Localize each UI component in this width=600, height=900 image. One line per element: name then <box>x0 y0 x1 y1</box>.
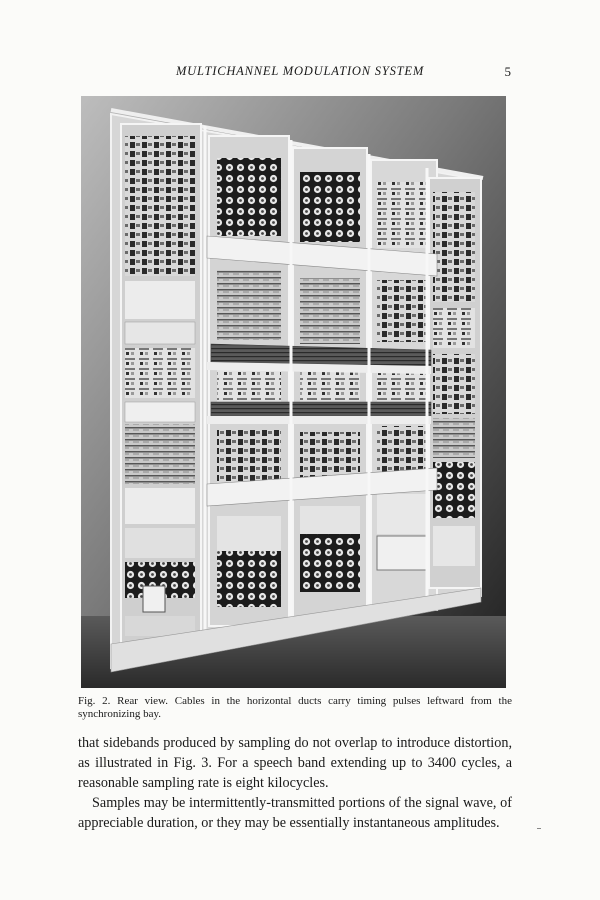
figure-photo-equipment-bays <box>81 96 506 688</box>
paragraph-2: Samples may be intermittently-transmitted portions of the signal wave, of appreciable duration, or they may be essentially instantaneous amplitudes. <box>78 795 512 831</box>
page-mark <box>537 828 541 829</box>
running-title: MULTICHANNEL MODULATION SYSTEM <box>175 64 425 78</box>
page-number: 5 <box>504 64 511 79</box>
figure-caption: Fig. 2. Rear view. Cables in the horizontal ducts carry timing pulses leftward from the synchronizing bay. <box>78 695 512 720</box>
running-head <box>0 64 600 84</box>
paragraph-1: that sidebands produced by sampling do not overlap to introduce distortion, as illustrated in Fig. 3. For a speech band extending up to 3400 cycles, a reasonable sampling rate is eight kilocycles. <box>78 735 512 791</box>
body-text <box>78 733 512 833</box>
